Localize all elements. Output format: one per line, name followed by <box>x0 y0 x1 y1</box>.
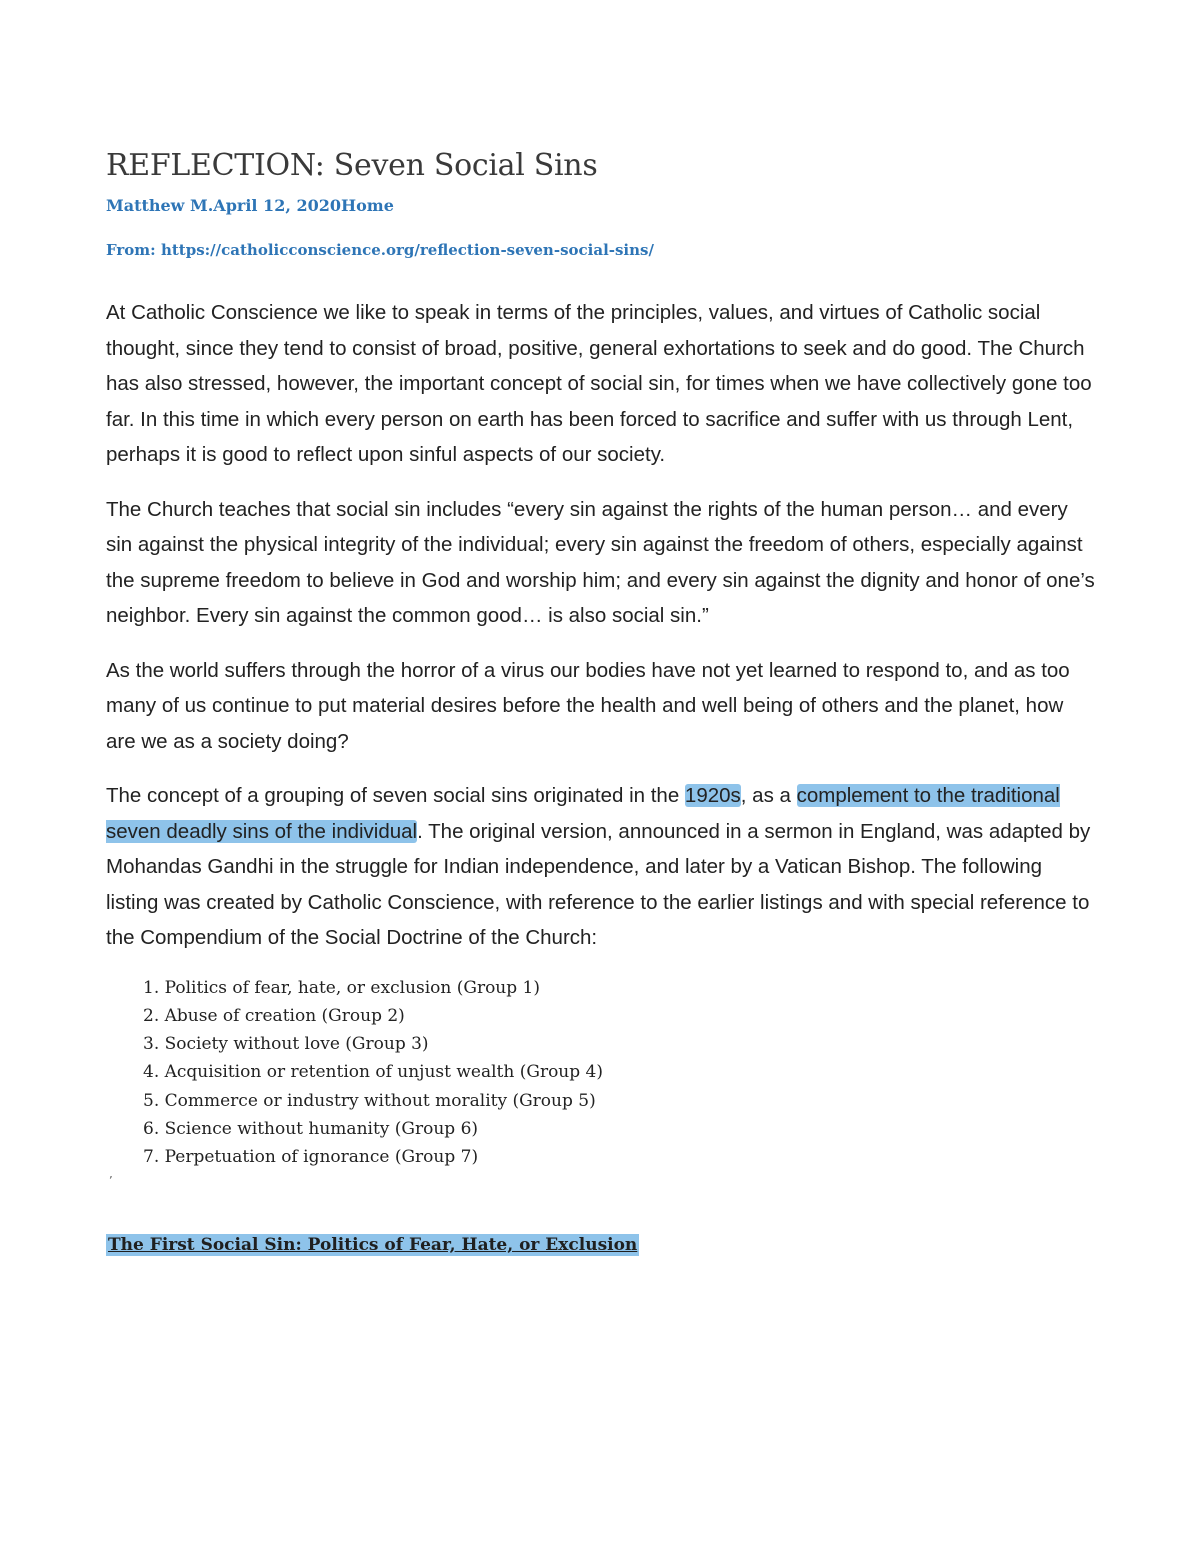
list-item: 2. Abuse of creation (Group 2) <box>143 1005 405 1026</box>
social-sin-definition-paragraph: The Church teaches that social sin includes “every sin against the rights of the human person… and every sin against the physical integrity of the individual; every sin against the freedom of others, especially against the supreme freedom to believe in God and worship him; and every sin against the dignity and honor of one’s neighbor. Every sin against the common good… is also social sin.” <box>106 497 1095 627</box>
origin-text-2: , as a <box>740 784 797 807</box>
author-date-line[interactable]: Matthew M.April 12, 2020Home <box>106 196 394 215</box>
intro-paragraph: At Catholic Conscience we like to speak in terms of the principles, values, and virtues of Catholic social thought, since they tend to consist of broad, positive, general exhortations to seek and do good. The Church has also stressed, however, the important concept of social sin, for times when we have collectively gone too far. In this time in which every person on earth has been forced to sacrifice and suffer with us through Lent, perhaps it is good to reflect upon sinful aspects of our society. <box>106 301 1092 466</box>
source-label: From: <box>106 241 156 259</box>
world-suffering-paragraph: As the world suffers through the horror of a virus our bodies have not yet learned to respond to, and as too many of us continue to put material desires before the health and well being of others and the planet, how are we as a society doing? <box>106 658 1070 753</box>
stray-apostrophe: ’ <box>109 1173 113 1187</box>
list-item: 6. Science without humanity (Group 6) <box>143 1118 479 1139</box>
origin-text-3: . The original version, announced in a sermon in England, was adapted by Mohandas Gandhi in the struggle for Indian independence, and later by a Vatican Bishop. The following listing was created by Catholic Conscience, with reference to the earlier listings and with special reference to the Compendium of the Social Doctrine of the Church: <box>106 819 1091 949</box>
list-item: 3. Society without love (Group 3) <box>143 1034 429 1055</box>
article-title: REFLECTION: Seven Social Sins <box>106 148 598 183</box>
source-line <box>106 238 1096 262</box>
section-heading-text[interactable]: The First Social Sin: Politics of Fear, Hate, or Exclusion <box>108 1234 638 1255</box>
list-item: 4. Acquisition or retention of unjust wealth (Group 4) <box>143 1062 603 1083</box>
seven-sins-list <box>106 974 1096 1172</box>
source-link[interactable]: https://catholicconscience.org/reflection-seven-social-sins/ <box>160 241 654 259</box>
list-item: 5. Commerce or industry without morality (Group 5) <box>143 1090 596 1111</box>
origin-text-1: The concept of a grouping of seven social sins originated in the <box>106 784 685 807</box>
list-item: 7. Perpetuation of ignorance (Group 7) <box>143 1147 479 1168</box>
document-page <box>106 142 1096 1258</box>
highlight-complement[interactable]: complement to the traditional seven deadly sins of the individual <box>106 784 1060 843</box>
origin-paragraph <box>106 778 1096 956</box>
section-heading-first-sin[interactable] <box>106 1232 1096 1258</box>
highlight-1920s[interactable]: 1920s <box>684 784 741 807</box>
list-item: 1. Politics of fear, hate, or exclusion (Group 1) <box>143 977 540 998</box>
